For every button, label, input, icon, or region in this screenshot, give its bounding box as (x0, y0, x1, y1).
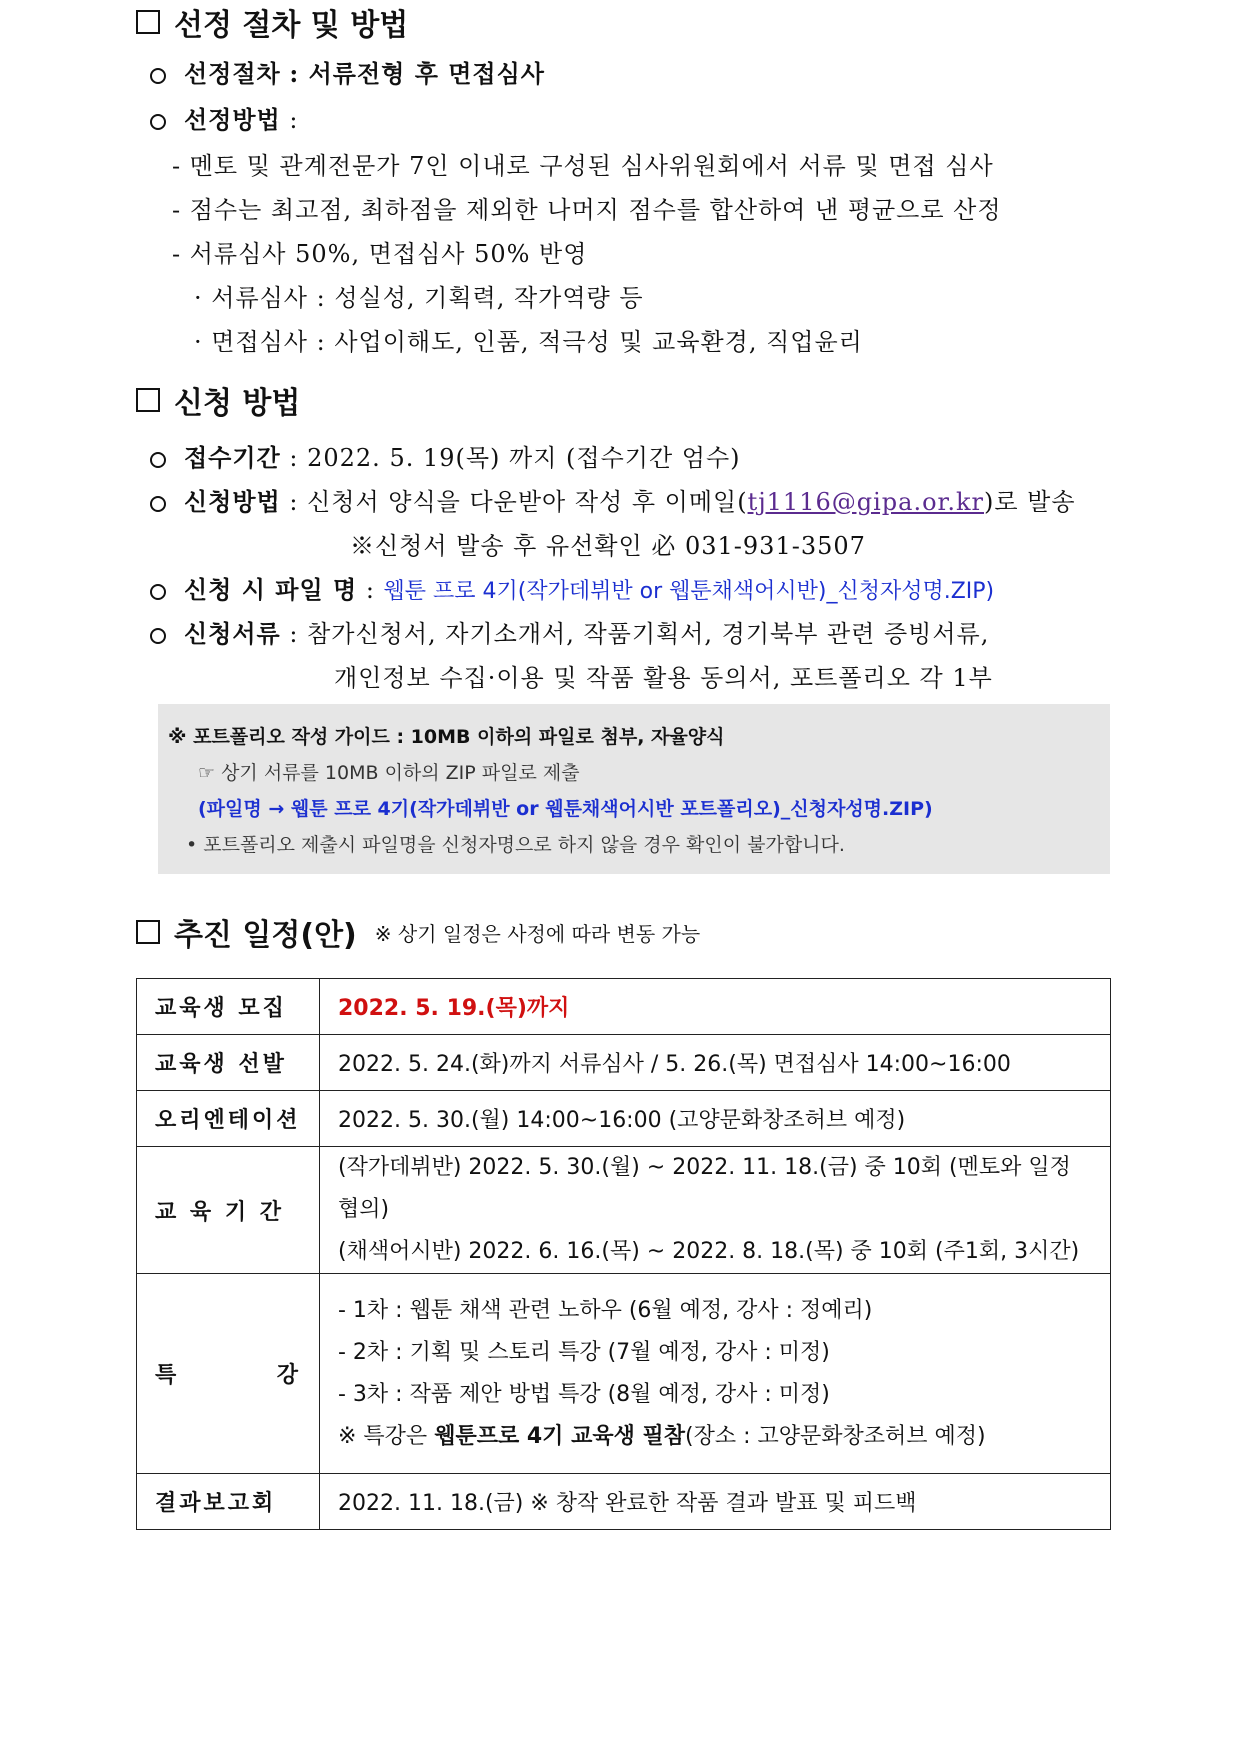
selection-detail-3: - 서류심사 50%, 면접심사 50% 반영 (172, 240, 588, 268)
circle-bullet-icon (150, 628, 166, 644)
selection-detail-2: - 점수는 최고점, 최하점을 제외한 나머지 점수를 합산하여 낸 평균으로 산정 (172, 196, 1002, 224)
schedule-value: - 1차 : 웹툰 채색 관련 노하우 (6월 예정, 강사 : 정예리) - 2차 : 기획 및 스토리 특강 (7월 예정, 강사 : 미정) - 3차 : 작품 제안 방법 특강 (8월 예정, 강사 : 미정) ※ 특강은 웹툰프로 4기 교육생 필참(장소 : 고양문화창조허브 예정) (320, 1274, 1111, 1474)
schedule-key: 교육생 선발 (137, 1035, 320, 1091)
guide-line-2: (파일명 → 웹툰 프로 4기(작가데뷔반 or 웹툰채색어시반 포트폴리오)_신청자성명.ZIP) (198, 798, 933, 820)
table-row (137, 1091, 1111, 1147)
schedule-key: 특 강 (137, 1274, 320, 1474)
circle-bullet-icon (150, 452, 166, 468)
table-row (137, 1035, 1111, 1091)
table-row (137, 1147, 1111, 1274)
circle-bullet-icon (150, 584, 166, 600)
table-row (137, 1274, 1111, 1474)
selection-detail-4: · 서류심사 : 성실성, 기획력, 작가역량 등 (194, 284, 644, 312)
apply-docs-line: 신청서류 : 참가신청서, 자기소개서, 작품기획서, 경기북부 관련 증빙서류, (150, 614, 989, 649)
guide-title: ※ 포트폴리오 작성 가이드 : 10MB 이하의 파일로 첨부, 자율양식 (168, 726, 725, 748)
schedule-key: 결과보고회 (137, 1474, 320, 1530)
section-heading-schedule: 추진 일정(안) ※ 상기 일정은 사정에 따라 변동 가능 (136, 910, 700, 954)
schedule-table (136, 978, 1111, 1530)
table-row (137, 1474, 1111, 1530)
apply-method-line: 신청방법 : 신청서 양식을 다운받아 작성 후 이메일(tj1116@gipa.or.kr)로 발송 (150, 482, 1076, 517)
circle-bullet-icon (150, 68, 166, 84)
schedule-value: 2022. 5. 19.(목)까지 (320, 979, 1111, 1035)
checkbox-square-icon (136, 388, 160, 412)
checkbox-square-icon (136, 10, 160, 34)
portfolio-guide-box (158, 704, 1110, 874)
schedule-key: 오리엔테이션 (137, 1091, 320, 1147)
selection-procedure-line: 선정절차 : 서류전형 후 면접심사 (150, 54, 545, 89)
circle-bullet-icon (150, 114, 166, 130)
email-link[interactable]: tj1116@gipa.or.kr (747, 488, 984, 516)
schedule-note: ※ 상기 일정은 사정에 따라 변동 가능 (374, 921, 701, 946)
schedule-value: 2022. 11. 18.(금) ※ 창작 완료한 작품 결과 발표 및 피드백 (320, 1474, 1111, 1530)
guide-line-3: • 포트폴리오 제출시 파일명을 신청자명으로 하지 않을 경우 확인이 불가합니다. (186, 834, 845, 856)
selection-detail-5: · 면접심사 : 사업이해도, 인품, 적극성 및 교육환경, 직업윤리 (194, 328, 863, 356)
schedule-value: 2022. 5. 24.(화)까지 서류심사 / 5. 26.(목) 면접심사 14:00~16:00 (320, 1035, 1111, 1091)
apply-docs-line-2: 개인정보 수집·이용 및 작품 활용 동의서, 포트폴리오 각 1부 (334, 664, 993, 692)
schedule-key: 교 육 기 간 (137, 1147, 320, 1274)
schedule-value: 2022. 5. 30.(월) 14:00~16:00 (고양문화창조허브 예정) (320, 1091, 1111, 1147)
phone-confirm-note: ※신청서 발송 후 유선확인 必 031-931-3507 (350, 532, 866, 560)
checkbox-square-icon (136, 920, 160, 944)
schedule-key: 교육생 모집 (137, 979, 320, 1035)
table-row (137, 979, 1111, 1035)
apply-filename-line: 신청 시 파일 명 : 웹툰 프로 4기(작가데뷔반 or 웹툰채색어시반)_신청자성명.ZIP) (150, 570, 994, 605)
guide-line-1: ☞ 상기 서류를 10MB 이하의 ZIP 파일로 제출 (198, 762, 580, 784)
section-heading-apply: 신청 방법 (136, 378, 300, 422)
apply-period-line: 접수기간 : 2022. 5. 19(목) 까지 (접수기간 엄수) (150, 438, 741, 473)
schedule-value: (작가데뷔반) 2022. 5. 30.(월) ~ 2022. 11. 18.(금) 중 10회 (멘토와 일정 협의) (채색어시반) 2022. 6. 16.(목) ~ 2022. 8. 18.(목) 중 10회 (주1회, 3시간) (320, 1147, 1111, 1274)
section-heading-selection: 선정 절차 및 방법 (136, 0, 408, 44)
selection-method-line: 선정방법 : (150, 100, 298, 135)
selection-detail-1: - 멘토 및 관계전문가 7인 이내로 구성된 심사위원회에서 서류 및 면접 심사 (172, 152, 994, 180)
circle-bullet-icon (150, 496, 166, 512)
